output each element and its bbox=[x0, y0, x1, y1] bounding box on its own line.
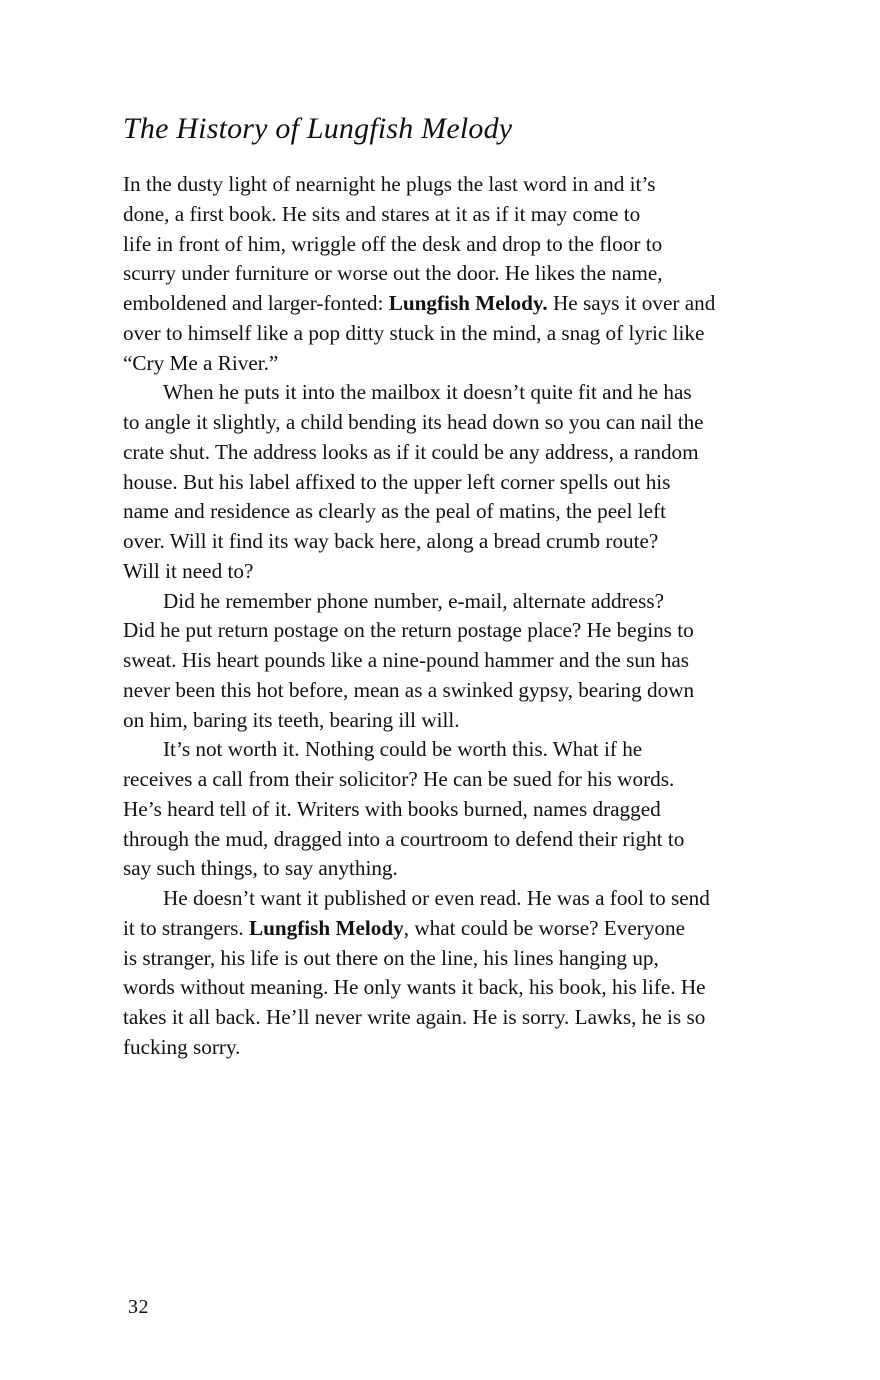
text-line bbox=[123, 468, 793, 498]
text-run: sweat. His heart pounds like a nine-pound hammer and the sun has bbox=[123, 648, 690, 672]
text-run: fucking sorry. bbox=[123, 1034, 241, 1059]
text-line bbox=[123, 349, 793, 379]
text-line bbox=[123, 1003, 793, 1033]
text-line bbox=[123, 944, 793, 974]
text-line bbox=[123, 973, 793, 1003]
text-run: Will it need to? bbox=[123, 558, 254, 583]
text-run: He’s heard tell of it. Writers with books burned, names dragged bbox=[123, 796, 661, 821]
text-line bbox=[123, 616, 793, 646]
text-line bbox=[123, 319, 793, 349]
paragraph bbox=[123, 884, 793, 1063]
text-run: never been this hot before, mean as a swinked gypsy, bearing down bbox=[123, 677, 695, 702]
text-run: name and residence as clearly as the peal of matins, the peel left bbox=[123, 499, 666, 524]
text-run: life in front of him, wriggle off the desk and drop to the floor to bbox=[123, 231, 663, 256]
text-run: takes it all back. He’ll never write again. He is sorry. Lawks, he is so bbox=[123, 1005, 706, 1029]
paragraph bbox=[123, 735, 793, 884]
text-line bbox=[123, 408, 793, 438]
book-title-bold: Lungfish Melody. bbox=[388, 291, 548, 315]
text-run: emboldened and larger-fonted: bbox=[123, 291, 389, 315]
body-text bbox=[123, 170, 793, 1063]
text-line bbox=[123, 170, 793, 200]
paragraph bbox=[123, 587, 793, 736]
text-run: on him, baring its teeth, bearing ill will. bbox=[123, 707, 460, 732]
text-run: through the mud, dragged into a courtroom to defend their right to bbox=[123, 826, 685, 851]
text-line bbox=[123, 587, 793, 617]
text-line bbox=[123, 825, 793, 855]
text-line bbox=[123, 735, 793, 765]
text-line bbox=[123, 527, 793, 557]
paragraph bbox=[123, 378, 793, 586]
text-line bbox=[123, 646, 793, 676]
text-run: done, a first book. He sits and stares at it as if it may come to bbox=[123, 201, 641, 226]
text-line bbox=[123, 884, 793, 914]
text-line bbox=[123, 378, 793, 408]
text-line bbox=[123, 765, 793, 795]
text-run: When he puts it into the mailbox it doesn’t quite fit and he has bbox=[163, 380, 692, 405]
text-run: receives a call from their solicitor? He can be sued for his words. bbox=[123, 767, 675, 791]
text-line bbox=[123, 1033, 793, 1063]
page-number: 32 bbox=[128, 1296, 149, 1318]
page-title: The History of Lungfish Melody bbox=[123, 112, 513, 145]
book-title-bold: Lungfish Melody bbox=[248, 915, 404, 940]
text-run: over to himself like a pop ditty stuck in the mind, a snag of lyric like bbox=[123, 320, 705, 345]
text-line bbox=[123, 676, 793, 706]
text-run: He says it over and bbox=[547, 291, 716, 315]
text-line bbox=[123, 230, 793, 260]
text-line bbox=[123, 259, 793, 289]
text-line bbox=[123, 497, 793, 527]
text-run: It’s not worth it. Nothing could be worth this. What if he bbox=[163, 737, 643, 762]
text-run: say such things, to say anything. bbox=[123, 856, 398, 881]
text-line bbox=[123, 914, 793, 944]
paragraph bbox=[123, 170, 793, 378]
text-run: scurry under furniture or worse out the door. He likes the name, bbox=[123, 261, 663, 286]
text-run: house. But his label affixed to the upper left corner spells out his bbox=[123, 469, 671, 494]
text-run: is stranger, his life is out there on the line, his lines hanging up, bbox=[123, 945, 659, 970]
text-line bbox=[123, 438, 793, 468]
text-run: Did he put return postage on the return postage place? He begins to bbox=[123, 618, 694, 643]
text-run: “Cry Me a River.” bbox=[123, 350, 279, 375]
text-line bbox=[123, 706, 793, 736]
text-run: to angle it slightly, a child bending its head down so you can nail the bbox=[123, 410, 704, 434]
text-run: it to strangers. bbox=[123, 915, 249, 940]
text-line bbox=[123, 289, 793, 319]
text-run: , what could be worse? Everyone bbox=[403, 915, 685, 940]
text-line bbox=[123, 557, 793, 587]
text-run: In the dusty light of nearnight he plugs the last word in and it’s bbox=[123, 172, 656, 196]
text-run: words without meaning. He only wants it back, his book, his life. He bbox=[123, 975, 706, 1000]
text-line bbox=[123, 795, 793, 825]
text-run: crate shut. The address looks as if it could be any address, a random bbox=[123, 439, 699, 464]
text-run: Did he remember phone number, e-mail, alternate address? bbox=[163, 588, 664, 613]
text-run: He doesn’t want it published or even read. He was a fool to send bbox=[163, 886, 710, 910]
text-line bbox=[123, 854, 793, 884]
text-run: over. Will it find its way back here, along a bread crumb route? bbox=[123, 529, 659, 553]
text-line bbox=[123, 200, 793, 230]
